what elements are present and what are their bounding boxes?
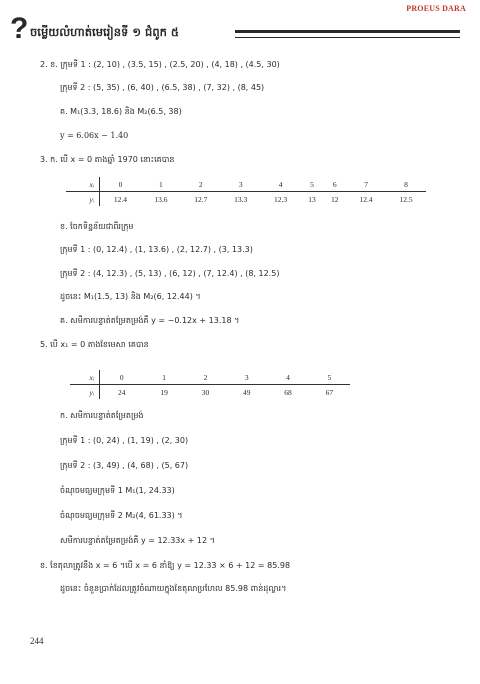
table-cell: 8 [386,177,426,192]
table-cell: 13 [308,194,316,204]
line-5a-mean2: ចំណុចមធ្យមក្រុមទី 2 M₂(4, 61.33) ។ [60,511,183,520]
page-number: 244 [30,636,44,646]
table-header-y: yᵢ [70,385,100,400]
line-3a: 3. ក. បើ x = 0 តាងឆ្នាំ 1970 នោះគេបាន [40,155,175,164]
table-cell: 49 [242,387,251,397]
line-5: 5. បើ x₁ = 0 តាងខែមេសា គេបាន [40,340,149,349]
line-2-equation: y = 6.06x − 1.40 [60,131,129,140]
line-2b-group2: ក្រុមទី 2 : (5, 35) , (6, 40) , (6.5, 38) , (7, 32) , (8, 45) [60,83,265,92]
line-5a-group1: ក្រុមទី 1 : (0, 24) , (1, 19) , (2, 30) [60,436,189,445]
table-cell: 3 [221,177,261,192]
table-cell: 2 [181,177,221,192]
table-cell: 13.6 [154,194,168,204]
data-table-1 [66,177,426,206]
table-cell: 67 [325,387,334,397]
table-cell: 5 [309,370,350,385]
table-row [66,192,426,207]
line-5a-equation: សមីការបន្ទាត់តម្រែតម្រង់គឺ y = 12.33x + 12 ។ [60,536,215,545]
table-cell: 3 [226,370,267,385]
line-2b: 2. ខ. ក្រុមទី 1 : (2, 10) , (3.5, 15) , (2.5, 20) , (4, 18) , (4.5, 30) [40,60,280,69]
table-cell: 0 [100,177,141,192]
table-cell: 68 [284,387,292,397]
brand-label: PROEUS DARA [406,4,466,13]
line-2c: គ. M₁(3.3, 18.6) និង M₂(6.5, 38) [60,107,182,116]
line-3b-means: ដូចនេះ M₁(1.5, 13) និង M₂(6, 12.44) ។ [60,292,201,301]
table-cell: 4 [267,370,308,385]
question-mark-icon: ? [10,12,29,45]
line-3b-group1: ក្រុមទី 1 : (0, 12.4) , (1, 13.6) , (2, 12.7) , (3, 13.3) [60,245,253,254]
table-cell: 12.3 [274,194,288,204]
line-3c: គ. សមីការបន្ទាត់តម្រែតម្រង់គឺ y = −0.12x + 13.18 ។ [60,316,240,325]
table-cell: 6 [323,177,346,192]
table-cell: 24 [118,387,126,397]
table-row [66,177,426,192]
header-rule [235,30,460,38]
table-cell: 7 [346,177,386,192]
table-cell: 2 [185,370,226,385]
table-cell: 30 [201,387,210,397]
table-cell: 13.3 [234,194,248,204]
table-row [70,385,350,400]
table-cell: 5 [301,177,324,192]
line-5a-group2: ក្រុមទី 2 : (3, 49) , (4, 68) , (5, 67) [60,461,189,470]
table-cell: 19 [160,387,168,397]
line-5b: ខ. ខែតុលាត្រូវនឹង x = 6 ។បើ x = 6 នាំឱ្យ y = 12.33 × 6 + 12 = 85.98 [40,561,291,570]
line-5a-mean1: ចំណុចមធ្យមក្រុមទី 1 M₁(1, 24.33) [60,486,175,495]
table-cell: 12.4 [359,194,373,204]
line-3b: ខ. ចែកទិន្នន័យជាពីរក្រុម [60,222,134,231]
table-cell: 12 [330,194,339,204]
table-header-x: xᵢ [66,177,100,192]
section-title: ចម្លើយលំហាត់មេរៀនទី ១ ជំពូក ៥ [30,25,180,39]
table-header-y: yᵢ [66,192,100,207]
table-cell: 1 [144,370,185,385]
table-cell: 12.5 [399,194,413,204]
line-5a: ក. សមីការបន្ទាត់តម្រែតម្រង់ [60,411,144,420]
table-cell: 0 [100,370,144,385]
table-row [70,370,350,385]
data-table-2 [70,370,350,399]
table-cell: 1 [141,177,181,192]
line-5b-conclusion: ដូចនេះ ចំនួនប្រាក់ដែលត្រូវចំណាយក្នុងខែតុលាប្រហែល 85.98 ពាន់ដុល្លារ។ [60,584,287,593]
table-header-x: xᵢ [70,370,100,385]
line-3b-group2: ក្រុមទី 2 : (4, 12.3) , (5, 13) , (6, 12) , (7, 12.4) , (8, 12.5) [60,269,280,278]
table-cell: 12.4 [113,194,128,204]
section-header [10,12,460,50]
table-cell: 12.7 [194,194,208,204]
table-cell: 4 [261,177,301,192]
